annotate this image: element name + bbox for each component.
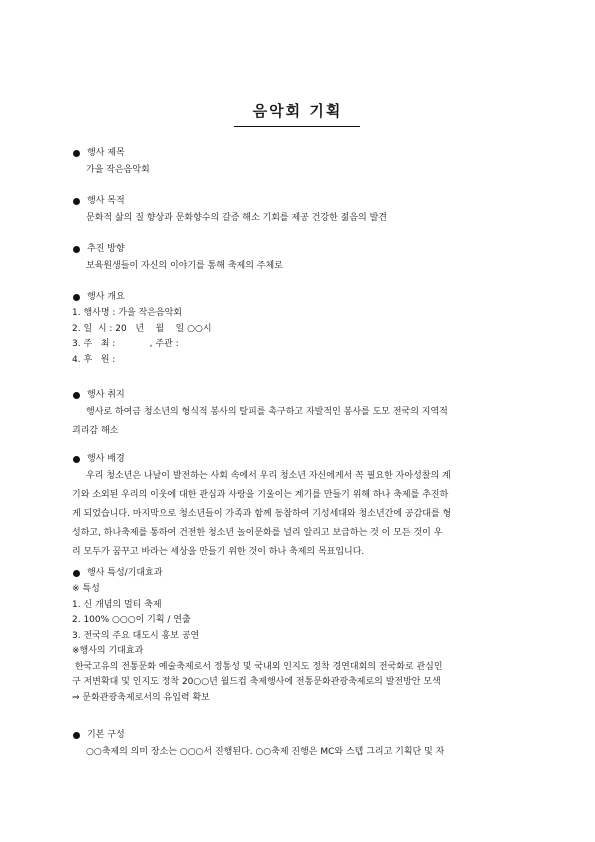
features-list	[72, 582, 532, 706]
section-body: 가을 작은음악회	[86, 165, 150, 175]
section-overview	[72, 290, 532, 368]
section-event-name	[72, 146, 532, 177]
bullet-icon	[73, 570, 80, 577]
heading-label: 기본 구성	[87, 730, 125, 740]
bullet-icon	[73, 150, 80, 157]
section-features	[72, 566, 532, 706]
bullet-icon	[73, 392, 80, 399]
overview-item: 1. 행사명 : 가을 작은음악회	[72, 308, 183, 318]
feature-line: 1. 신 개념의 멀티 축제	[72, 599, 162, 610]
feature-line: 구 저변확대 및 인지도 정착 20○○년 월드컵 축제행사에 전통문화관광축제로의 발전방안 모색	[72, 677, 441, 687]
background-paragraph	[72, 467, 532, 562]
overview-item: 4. 후 원 :	[72, 354, 116, 365]
feature-line: ※행사의 기대효과	[72, 646, 144, 656]
paragraph-line: 게 되었습니다. 마지막으로 청소년들이 가족과 함께 동참하여 기성세대와 청소년간에 공감대를 형	[72, 509, 452, 519]
intent-paragraph	[72, 403, 532, 441]
title-container	[0, 100, 595, 121]
section-body: ○○축제의 의미 장소는 ○○○서 진행된다. ○○축제 진행은 MC와 스텝 그리고 기획단 및 자	[86, 747, 445, 757]
section-body: 보육원생들이 자신의 이야기를 통해 축제의 주체로	[86, 261, 283, 271]
overview-list	[72, 306, 532, 368]
section-heading	[72, 290, 532, 304]
feature-line: 2. 100% ○○○이 기획 / 연출	[72, 615, 191, 625]
bullet-icon	[73, 732, 80, 739]
section-body: 문화적 삶의 질 향상과 문화향수의 갈증 해소 기회를 제공 건강한 젊음의 발견	[86, 213, 387, 223]
heading-label: 행사 목적	[87, 196, 125, 206]
heading-label: 행사 특성/기대효과	[87, 568, 163, 578]
bullet-icon	[73, 198, 80, 205]
heading-label: 행사 제목	[87, 148, 125, 158]
section-background	[72, 452, 532, 562]
section-heading	[72, 452, 532, 466]
heading-label: 행사 배경	[87, 454, 125, 464]
section-heading	[72, 566, 532, 580]
bullet-icon	[73, 246, 80, 253]
paragraph-line: 우리 청소년은 나날이 발전하는 사회 속에서 우리 청소년 자신에게서 꼭 필요한 자아성찰의 계	[86, 471, 451, 481]
feature-line: 3. 전국의 주요 대도시 홍보 공연	[72, 630, 200, 641]
bullet-icon	[73, 294, 80, 301]
overview-item: 3. 주 최 : , 주관 :	[72, 339, 179, 349]
section-direction	[72, 242, 532, 273]
title-underline	[234, 126, 360, 127]
section-structure	[72, 728, 532, 759]
heading-label: 행사 개요	[87, 292, 125, 302]
heading-label: 행사 취지	[87, 390, 125, 400]
section-heading	[72, 728, 532, 742]
overview-item: 2. 일 시 : 20 년 월 일 ○○시	[72, 323, 212, 334]
section-heading	[72, 194, 532, 208]
paragraph-line: 성하고, 하나축제를 통하여 건전한 청소년 놀이문화를 널리 알리고 보급하는 것 이 모든 것이 우	[72, 528, 443, 538]
feature-line: ※ 특성	[72, 584, 100, 594]
section-purpose	[72, 194, 532, 225]
feature-line: ⇒ 문화관광축제로서의 유입력 확보	[72, 692, 210, 703]
feature-line: 한국고유의 전통문화 예술축제로서 정통성 및 국내외 인지도 정착 경연대회의 전국화로 관심인	[72, 661, 443, 672]
document-title: 음악회 기획	[252, 102, 343, 120]
section-heading	[72, 388, 532, 402]
bullet-icon	[73, 456, 80, 463]
paragraph-line: 괴리감 해소	[72, 426, 119, 436]
heading-label: 추진 방향	[87, 244, 125, 254]
paragraph-line: 행사로 하여금 청소년의 형식적 봉사의 탈피를 촉구하고 자발적인 봉사를 도모 전국의 지역적	[86, 407, 448, 417]
paragraph-line: 리 모두가 꿈꾸고 바라는 세상을 만들기 위한 것이 하나 축제의 목표입니다.	[72, 547, 365, 557]
paragraph-line: 기와 소외된 우리의 이웃에 대한 관심과 사랑을 기울이는 계기를 만들기 위해 하나 축제를 추진하	[72, 490, 449, 500]
section-heading	[72, 146, 532, 160]
section-heading	[72, 242, 532, 256]
section-intent	[72, 388, 532, 441]
